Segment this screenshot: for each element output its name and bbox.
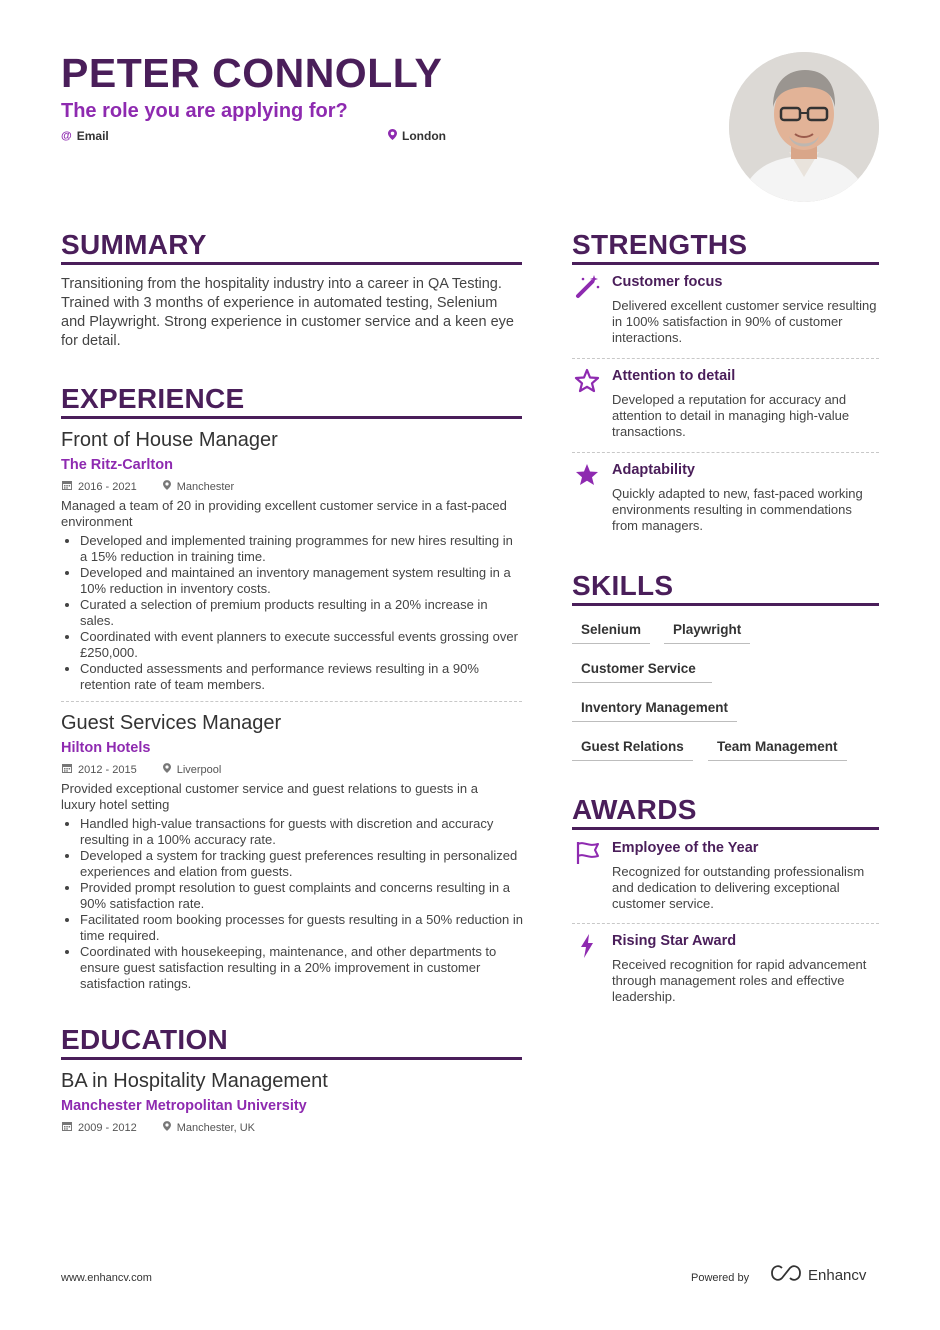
list-item: • Developed a system for tracking guest preferences resulting in personalized experiences and elation from guests. xyxy=(80,848,525,880)
education-location: Manchester, UK xyxy=(176,1121,255,1134)
education-heading: EDUCATION xyxy=(61,1024,229,1055)
strength-title: Attention to detail xyxy=(612,368,736,384)
strength-description: Developed a reputation for accuracy and attention to detail in managing high-value transactions. xyxy=(612,392,850,439)
awards-heading: AWARDS xyxy=(572,794,697,825)
list-item: • Handled high-value transactions for guests with discretion and accuracy resulting in a 100% accuracy rate. xyxy=(80,816,525,848)
enhancv-brand: Enhancv xyxy=(808,1266,867,1284)
education-divider xyxy=(61,1057,522,1060)
summary-divider xyxy=(61,262,522,265)
school-name: Manchester Metropolitan University xyxy=(61,1098,307,1114)
award-divider xyxy=(572,923,879,924)
awards-divider xyxy=(572,827,879,830)
strengths-heading: STRENGTHS xyxy=(572,229,748,260)
award-item xyxy=(572,933,879,1013)
skill-tag: Playwright xyxy=(664,622,750,644)
list-item: • Developed and implemented training programmes for new hires resulting in a 15% reduction in training time. xyxy=(80,533,522,565)
degree-title: BA in Hospitality Management xyxy=(61,1070,328,1092)
location-pin-icon xyxy=(163,763,171,776)
job-description: Provided exceptional customer service and guest relations to guests in a luxury hotel setting xyxy=(61,781,478,812)
skill-tag: Team Management xyxy=(708,739,847,761)
location-contact xyxy=(388,129,446,143)
job-achievements xyxy=(61,533,522,693)
skill-tag: Selenium xyxy=(572,622,650,644)
strength-item xyxy=(572,274,879,354)
list-item: • Provided prompt resolution to guest complaints and concerns resulting in a 90% satisfaction rate. xyxy=(80,880,525,912)
list-item: • Facilitated room booking processes for guests resulting in a 50% reduction in time required. xyxy=(80,912,525,944)
candidate-name: PETER CONNOLLY xyxy=(61,50,443,96)
job-company: Hilton Hotels xyxy=(61,740,151,756)
location-pin-icon xyxy=(163,480,171,493)
lightning-icon xyxy=(574,933,600,959)
strength-item xyxy=(572,368,879,448)
skills-heading: SKILLS xyxy=(572,570,674,601)
skill-tag: Inventory Management xyxy=(572,700,737,722)
enhancv-logo-icon xyxy=(770,1265,802,1285)
job-achievements xyxy=(61,816,525,992)
experience-divider xyxy=(61,416,522,419)
job-title: Guest Services Manager xyxy=(61,712,282,734)
skills-divider xyxy=(572,603,879,606)
experience-heading: EXPERIENCE xyxy=(61,383,245,414)
strength-description: Delivered excellent customer service resulting in 100% satisfaction in 90% of customer interactions. xyxy=(612,298,877,345)
job-meta xyxy=(62,480,234,493)
calendar-icon xyxy=(62,1121,72,1134)
star-outline-icon xyxy=(574,368,600,394)
list-item: • Curated a selection of premium products resulting in a 20% increase in sales. xyxy=(80,597,522,629)
strength-description: Quickly adapted to new, fast-paced working environments resulting in commendations from managers. xyxy=(612,486,863,533)
award-description: Received recognition for rapid advancement through management roles and effective leadership. xyxy=(612,957,867,1004)
job-dates: 2012 - 2015 xyxy=(78,763,137,776)
magic-wand-icon xyxy=(574,274,600,300)
location-pin-icon xyxy=(388,129,397,143)
award-item xyxy=(572,840,879,920)
footer-website[interactable]: www.enhancv.com xyxy=(61,1272,152,1284)
education-meta xyxy=(62,1121,255,1134)
strength-divider xyxy=(572,452,879,453)
enhancv-logo[interactable] xyxy=(770,1265,866,1285)
strength-title: Customer focus xyxy=(612,274,723,290)
job-divider xyxy=(61,701,522,702)
job-description: Managed a team of 20 in providing excellent customer service in a fast-paced environment xyxy=(61,498,507,529)
email-contact[interactable] xyxy=(61,129,109,143)
calendar-icon xyxy=(62,763,72,776)
strength-divider xyxy=(572,358,879,359)
location-label: London xyxy=(402,129,446,143)
target-role: The role you are applying for? xyxy=(61,100,348,122)
star-icon xyxy=(574,462,600,488)
skill-tag: Customer Service xyxy=(572,661,712,683)
skill-tag: Guest Relations xyxy=(572,739,693,761)
list-item: • Coordinated with housekeeping, maintenance, and other departments to ensure guest satisfaction resulting in a 20% improvement in customer satisfaction ratings. xyxy=(80,944,525,992)
at-sign-icon: @ xyxy=(61,130,72,142)
job-meta xyxy=(62,763,221,776)
list-item: • Conducted assessments and performance reviews resulting in a 90% retention rate of team members. xyxy=(80,661,522,693)
award-description: Recognized for outstanding professionalism and dedication to delivering exceptional customer service. xyxy=(612,864,865,911)
education-dates: 2009 - 2012 xyxy=(78,1121,137,1134)
job-location: Liverpool xyxy=(176,763,222,776)
award-title: Rising Star Award xyxy=(612,933,737,949)
job-title: Front of House Manager xyxy=(61,429,278,451)
list-item: • Coordinated with event planners to execute successful events grossing over £250,000. xyxy=(80,629,522,661)
strength-item xyxy=(572,462,879,542)
location-pin-icon xyxy=(163,1121,171,1134)
list-item: • Developed and maintained an inventory management system resulting in a 10% reduction in inventory costs. xyxy=(80,565,522,597)
powered-by-label: Powered by xyxy=(691,1272,750,1284)
award-title: Employee of the Year xyxy=(612,840,759,856)
job-dates: 2016 - 2021 xyxy=(78,480,137,493)
summary-heading: SUMMARY xyxy=(61,229,207,260)
flag-icon xyxy=(574,840,600,866)
strength-title: Adaptability xyxy=(612,462,695,478)
calendar-icon xyxy=(62,480,72,493)
job-location: Manchester xyxy=(176,480,235,493)
job-company: The Ritz-Carlton xyxy=(61,457,173,473)
strengths-divider xyxy=(572,262,879,265)
summary-text: Transitioning from the hospitality industry into a career in QA Testing. Trained with 3 months of experience in automated testing, Selenium and Playwright. Strong experience in customer service and a keen eye for detail. xyxy=(61,276,514,349)
profile-photo xyxy=(729,52,879,202)
email-label: Email xyxy=(76,129,109,143)
